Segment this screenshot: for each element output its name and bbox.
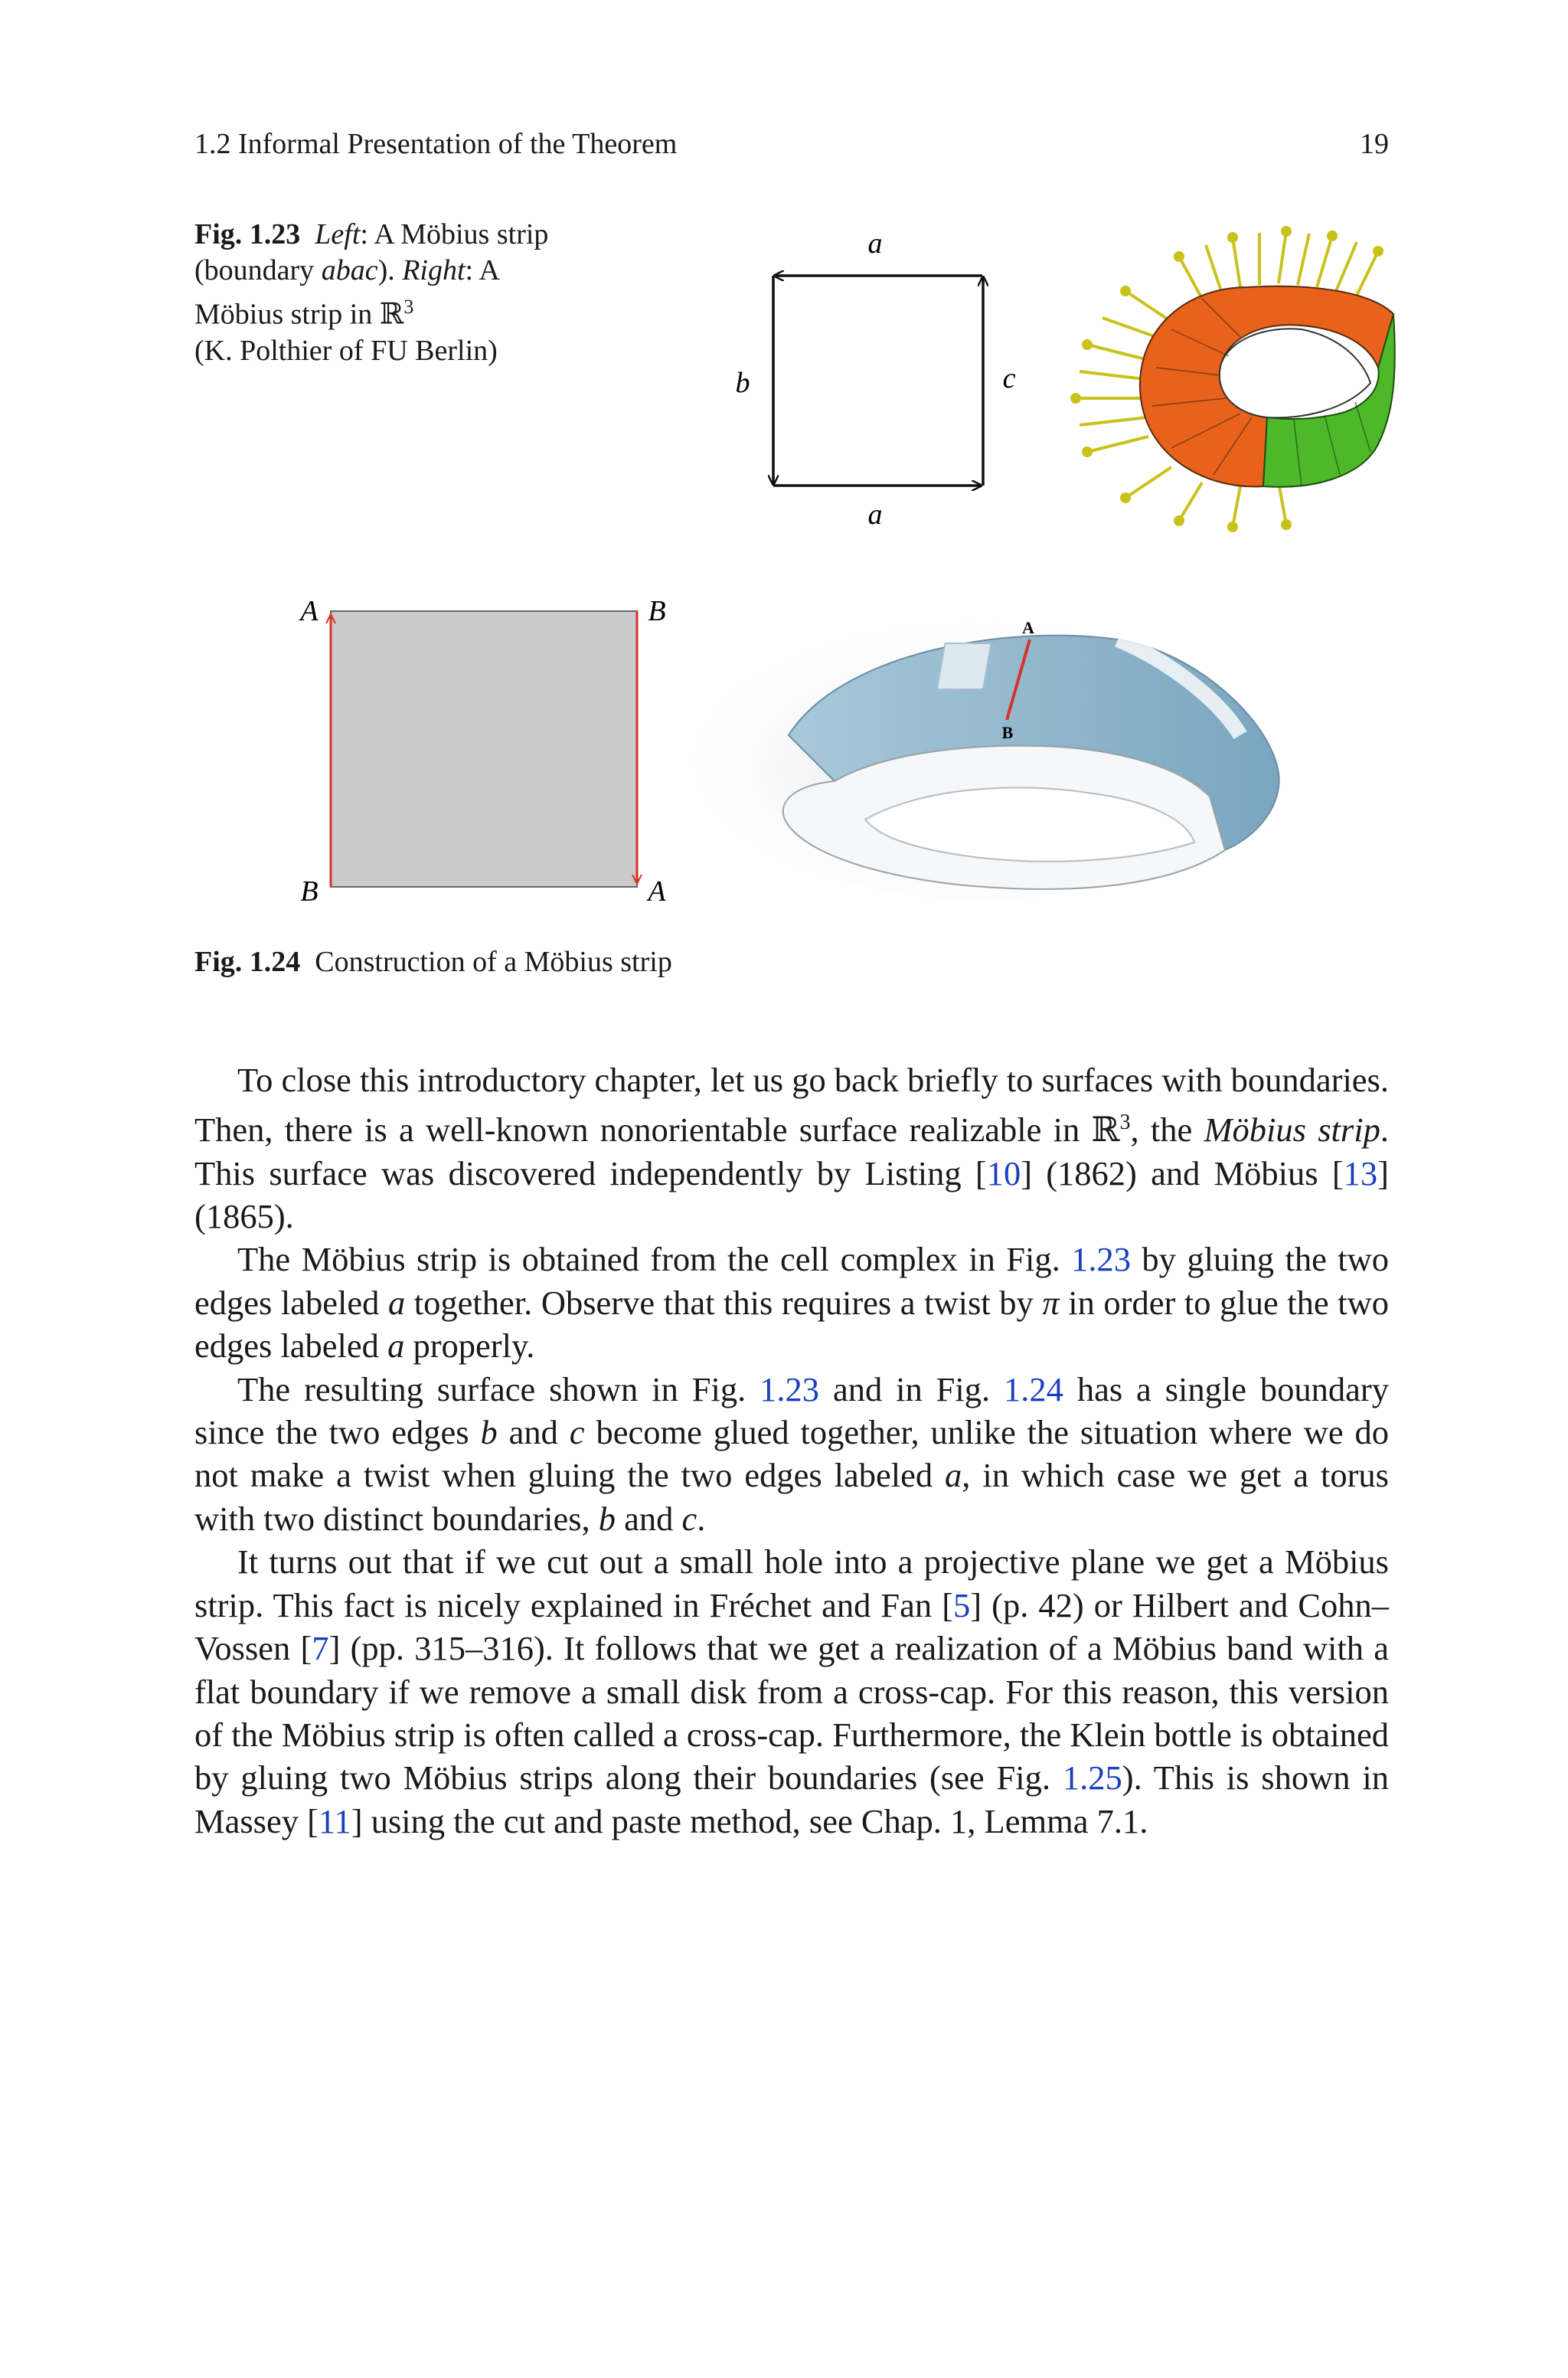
corner-br-label: A xyxy=(648,875,666,908)
ref-link[interactable]: 5 xyxy=(953,1585,971,1624)
ref-link[interactable]: 10 xyxy=(986,1153,1021,1192)
ref-link[interactable]: 11 xyxy=(318,1801,351,1840)
corner-tr-label: B xyxy=(648,595,666,627)
ref-link[interactable]: 13 xyxy=(1343,1153,1378,1192)
fig-link[interactable]: 1.24 xyxy=(1004,1369,1063,1408)
fig-link[interactable]: 1.23 xyxy=(760,1369,820,1408)
fig-1-24-caption-text: Construction of a Möbius strip xyxy=(315,946,672,978)
paragraph-1: To close this introductory chapter, let us go back briefly to surfaces with boundaries. Then, there is a well-known nonorientable surface realizable in ℝ$^3$, the Möbius strip. This surface was discovered independently by Listing [10] (1862) and Möbius [13] (1865). xyxy=(194,1061,1389,1236)
fig-link[interactable]: 1.23 xyxy=(1071,1240,1132,1279)
edge-top-label: a xyxy=(867,227,883,260)
strip-label-a: A xyxy=(1022,618,1034,637)
caption-text: : A Möbius strip (boundary xyxy=(194,218,549,286)
strip-label-b: B xyxy=(1001,723,1014,742)
fig-1-23-caption xyxy=(194,217,593,369)
caption-text: ). xyxy=(377,254,403,286)
caption-right-word: Right xyxy=(402,254,466,286)
caption-credit: (K. Polthier of FU Berlin) xyxy=(194,334,498,367)
fig-1-24-mobius-strip xyxy=(689,597,1294,911)
page-number: 19 xyxy=(1360,128,1389,160)
paragraph-2: The Möbius strip is obtained from the cell complex in Fig. 1.23 by gluing the two edges labeled a together. Observe that this requires a twist by π in order to glue the two edges labeled a properly. xyxy=(194,1240,1389,1366)
gray-square xyxy=(331,611,637,887)
fig-1-23-label: Fig. 1.23 xyxy=(194,218,301,250)
fig-1-23-square-diagram xyxy=(720,222,1026,536)
square-patch xyxy=(937,643,991,689)
fig-1-24-square xyxy=(291,590,689,911)
fig-link[interactable]: 1.25 xyxy=(1062,1758,1122,1797)
corner-tl-label: A xyxy=(300,595,318,627)
caption-left-word: Left xyxy=(315,218,361,250)
corner-bl-label: B xyxy=(300,875,318,908)
caption-boundary: abac xyxy=(321,254,378,286)
ref-link[interactable]: 7 xyxy=(312,1629,329,1668)
edge-bottom-label: a xyxy=(867,499,883,531)
caption-sup: 3 xyxy=(403,296,414,318)
strip-hole xyxy=(1220,329,1370,417)
edge-right-label: c xyxy=(1002,362,1016,394)
fig-1-24-caption xyxy=(194,945,672,979)
caption-text: : A Möbius strip in ℝ xyxy=(194,254,498,331)
body-text xyxy=(194,1058,1389,1843)
paragraph-4: It turns out that if we cut out a small hole into a projective plane we get a Möbius strip. This fact is nicely explained in Fréchet and Fan [5] (p. 42) or Hilbert and Cohn–Vossen [7] (pp. 315–316). It follows that we get a realization of a Möbius band with a flat boundary if we remove a small disk from a cross-cap. For this reason, this version of the Möbius strip is often called a cross-cap. Furthermore, the Klein bottle is obtained by gluing two Möbius strips along their boundaries (see Fig. 1.25). This is shown in Massey [11] using the cut and paste method, see Chap. 1, Lemma 7.1. xyxy=(194,1542,1389,1840)
edge-left-label: b xyxy=(735,367,750,399)
fig-1-23-mobius-rendering xyxy=(1057,214,1409,536)
paragraph-3: The resulting surface shown in Fig. 1.23 and in Fig. 1.24 has a single boundary since the two edges b and c become glued together, unlike the situation where we do not make a twist when gluing the two edges labeled a, in which case we get a torus with two distinct boundaries, b and c. xyxy=(194,1369,1389,1538)
fig-1-24-label: Fig. 1.24 xyxy=(194,946,301,978)
running-head: 1.2 Informal Presentation of the Theorem xyxy=(194,128,678,160)
